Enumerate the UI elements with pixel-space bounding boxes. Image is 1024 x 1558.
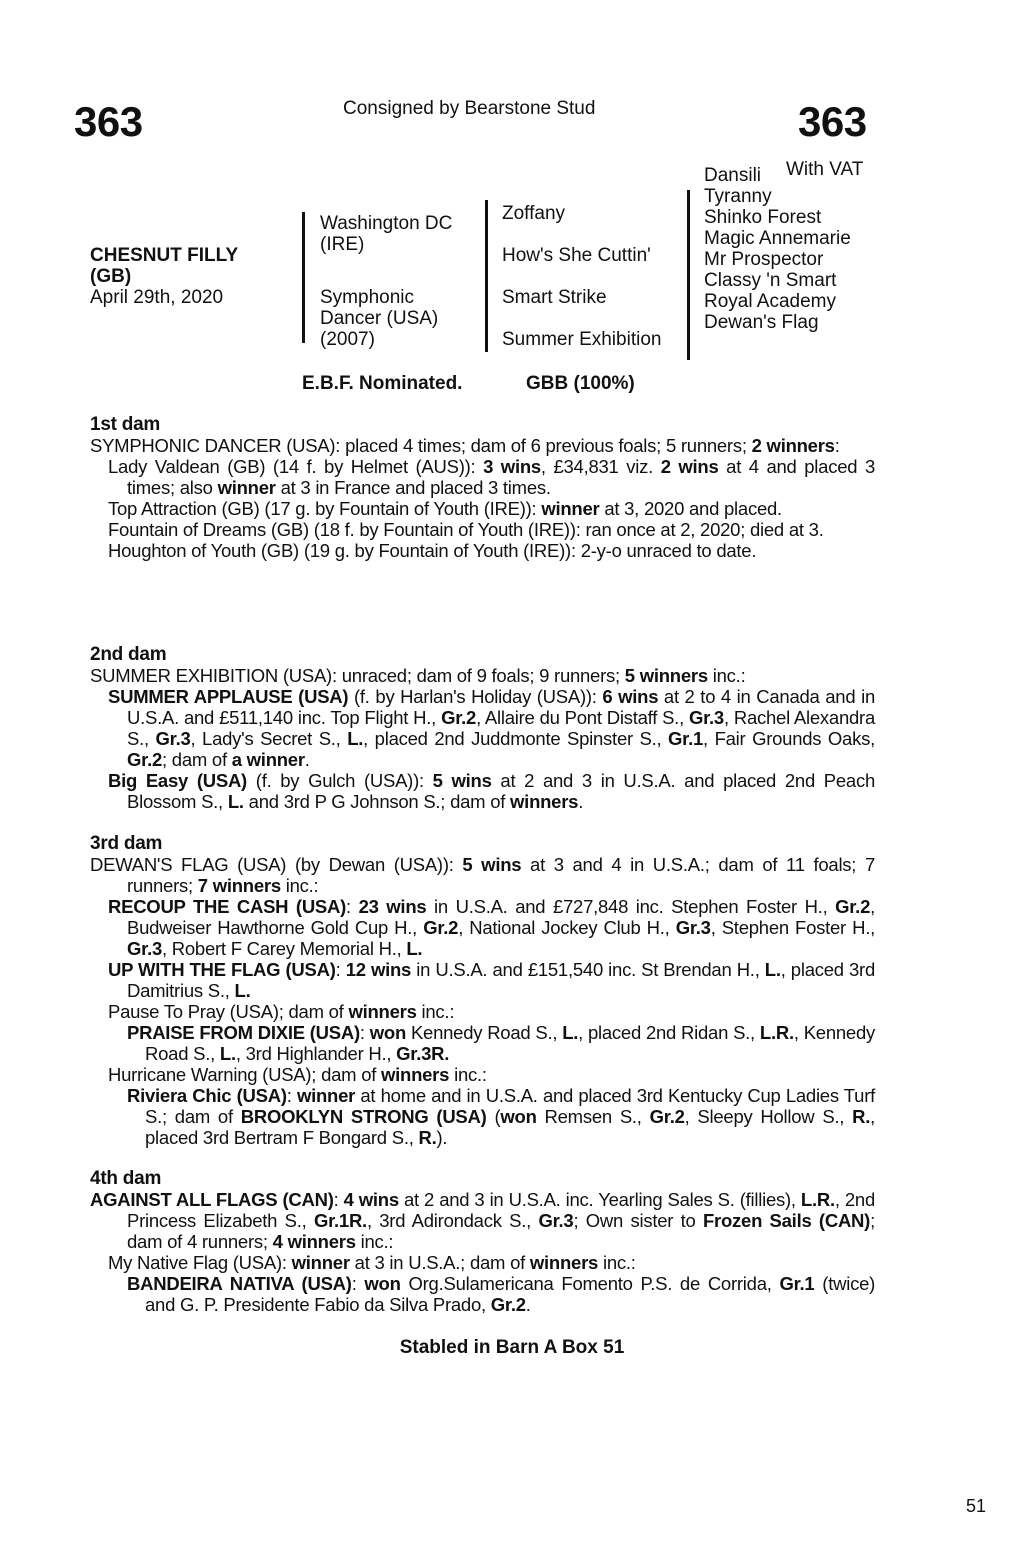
bold-text: winner xyxy=(217,477,276,498)
bold-text: won xyxy=(500,1106,537,1127)
consignor: Consigned by Bearstone Stud xyxy=(343,98,596,119)
text: ; Own sister to xyxy=(573,1210,703,1231)
pedigree-bracket xyxy=(485,200,488,352)
text: at 3 and 4 in U.S.A.; dam of 11 foals; 7 runners; xyxy=(127,854,875,896)
text: at home and in U.S.A. and placed 3rd Kentucky Cup Ladies Turf S.; dam of xyxy=(145,1085,875,1127)
text: , placed 2nd Juddmonte Spinster S., xyxy=(363,728,669,749)
bold-text: Gr.2 xyxy=(490,1294,526,1315)
bold-text: Gr.3 xyxy=(675,917,711,938)
text: , Lady's Secret S., xyxy=(190,728,348,749)
ebf-nominated: E.B.F. Nominated. xyxy=(302,373,463,394)
bold-text: 5 winners xyxy=(624,665,708,686)
bold-text: L. xyxy=(234,980,251,1001)
text: ). xyxy=(436,1127,448,1148)
bold-text: R. xyxy=(852,1106,871,1127)
horse-description xyxy=(90,245,238,308)
bold-text: 6 wins xyxy=(602,686,659,707)
text: inc.: xyxy=(416,1001,455,1022)
granddam: How's She Cuttin' xyxy=(502,245,651,266)
text: , Rachel Alexandra S., xyxy=(127,707,875,749)
bold-text: L. xyxy=(406,938,423,959)
text: ; dam of 4 runners; xyxy=(127,1210,875,1252)
text: , Allaire du Pont Distaff S., xyxy=(476,707,689,728)
bold-text: L. xyxy=(347,728,364,749)
text: inc.: xyxy=(280,875,319,896)
bold-text: Gr.2 xyxy=(423,917,459,938)
dam-name-cont: Dancer (USA) xyxy=(320,308,439,329)
ancestor: Magic Annemarie xyxy=(704,228,851,249)
text: . xyxy=(578,791,584,812)
bold-text: Gr.1 xyxy=(668,728,704,749)
text: at 2 and 3 in U.S.A. inc. Yearling Sales S. (fillies), xyxy=(398,1189,801,1210)
bold-text: L. xyxy=(227,791,244,812)
section-1st-dam xyxy=(90,414,875,561)
bold-text: BANDEIRA NATIVA (USA) xyxy=(127,1273,352,1294)
bold-text: SUMMER APPLAUSE (USA) xyxy=(108,686,349,707)
produce-entry xyxy=(90,896,875,959)
text: ; dam of xyxy=(162,749,232,770)
produce-entry xyxy=(90,959,875,1001)
section-heading: 1st dam xyxy=(90,414,161,435)
horse-country: (GB) xyxy=(90,266,132,287)
text: Pause To Pray (USA); dam of xyxy=(108,1001,349,1022)
bold-text: RECOUP THE CASH (USA) xyxy=(108,896,347,917)
text: , placed 3rd Damitrius S., xyxy=(127,959,876,1001)
text: SUMMER EXHIBITION (USA): unraced; dam of 9 foals; 9 runners; xyxy=(90,665,625,686)
text: Lady Valdean (GB) (14 f. by Helmet (AUS)): xyxy=(108,456,484,477)
bold-text: won xyxy=(369,1022,406,1043)
section-heading: 3rd dam xyxy=(90,833,163,854)
text: , £34,831 viz. xyxy=(540,456,661,477)
text: : xyxy=(335,959,346,980)
text: and 3rd P G Johnson S.; dam of xyxy=(243,791,511,812)
text: in U.S.A. and £151,540 inc. St Brendan H., xyxy=(411,959,765,980)
bold-text: Gr.2 xyxy=(835,896,871,917)
dam-year: (2007) xyxy=(320,329,375,350)
text: , Kennedy Road S., xyxy=(145,1022,875,1064)
text: : xyxy=(346,896,359,917)
text: , Stephen Foster H., xyxy=(710,917,875,938)
bold-text: a winner xyxy=(231,749,305,770)
granddam: Summer Exhibition xyxy=(502,329,662,350)
produce-entry xyxy=(90,519,875,540)
text: inc.: xyxy=(707,665,746,686)
text: DEWAN'S FLAG (USA) (by Dewan (USA)): xyxy=(90,854,463,875)
bold-text: 7 winners xyxy=(197,875,281,896)
bold-text: R. xyxy=(418,1127,437,1148)
bold-text: L.R. xyxy=(759,1022,794,1043)
produce-entry xyxy=(90,1189,875,1252)
bold-text: UP WITH THE FLAG (USA) xyxy=(108,959,336,980)
text: : xyxy=(359,1022,370,1043)
ancestor: Royal Academy xyxy=(704,291,837,312)
text: : xyxy=(834,435,840,456)
bold-text: 2 winners xyxy=(751,435,835,456)
ancestor: Shinko Forest xyxy=(704,207,822,228)
text: SYMPHONIC DANCER (USA): placed 4 times; dam of 6 previous foals; 5 runners; xyxy=(90,435,752,456)
bold-text: Gr.2 xyxy=(441,707,477,728)
produce-entry xyxy=(90,665,875,686)
page-number: 51 xyxy=(966,1496,987,1516)
produce-entry xyxy=(90,1252,875,1273)
text: , Budweiser Hawthorne Gold Cup H., xyxy=(127,896,875,938)
bold-text: 4 winners xyxy=(272,1231,356,1252)
bold-text: 12 wins xyxy=(345,959,412,980)
bold-text: 23 wins xyxy=(358,896,427,917)
text: (f. by Gulch (USA)): xyxy=(246,770,433,791)
produce-entry xyxy=(90,1085,875,1148)
produce-entry xyxy=(90,1022,875,1064)
bold-text: Gr.3 xyxy=(688,707,724,728)
ancestor: Tyranny xyxy=(704,186,772,207)
section-2nd-dam xyxy=(90,644,875,812)
text: at 4 and placed 3 times; also xyxy=(127,456,875,498)
text: , placed 3rd Bertram F Bongard S., xyxy=(145,1106,875,1148)
text: , Fair Grounds Oaks, xyxy=(703,728,875,749)
text: at 3, 2020 and placed. xyxy=(599,498,782,519)
bold-text: Big Easy (USA) xyxy=(108,770,247,791)
text: Remsen S., xyxy=(536,1106,650,1127)
gbb-status: GBB (100%) xyxy=(526,373,635,394)
foaling-date: April 29th, 2020 xyxy=(90,287,224,308)
bold-text: 5 wins xyxy=(432,770,492,791)
bold-text: L.R. xyxy=(800,1189,835,1210)
text: , 3rd Highlander H., xyxy=(235,1043,397,1064)
bold-text: PRAISE FROM DIXIE (USA) xyxy=(127,1022,360,1043)
vat-note: With VAT xyxy=(786,159,864,180)
section-heading: 2nd dam xyxy=(90,644,167,665)
section-4th-dam xyxy=(90,1168,875,1315)
bold-text: 3 wins xyxy=(483,456,541,477)
text: (twice) and G. P. Presidente Fabio da Silva Prado, xyxy=(145,1273,876,1315)
lot-number-right: 363 xyxy=(798,98,867,145)
pedigree-bracket xyxy=(687,190,690,360)
text: Houghton of Youth (GB) (19 g. by Fountain of Youth (IRE)): 2-y-o unraced to date. xyxy=(108,540,757,561)
section-3rd-dam xyxy=(90,833,875,1148)
bold-text: Gr.3 xyxy=(538,1210,574,1231)
produce-entry xyxy=(90,686,875,770)
text: , placed 2nd Ridan S., xyxy=(578,1022,760,1043)
bold-text: winners xyxy=(529,1252,599,1273)
text: : xyxy=(351,1273,365,1294)
text: , 3rd Adirondack S., xyxy=(366,1210,539,1231)
produce-entry xyxy=(90,854,875,896)
text: at 3 in France and placed 3 times. xyxy=(275,477,551,498)
text: Top Attraction (GB) (17 g. by Fountain of Youth (IRE)): xyxy=(108,498,542,519)
bold-text: Gr.3R. xyxy=(396,1043,450,1064)
lot-number-left: 363 xyxy=(74,98,143,145)
text: , Robert F Carey Memorial H., xyxy=(162,938,407,959)
text: inc.: xyxy=(449,1064,487,1085)
sire-name: Washington DC xyxy=(320,213,453,234)
bold-text: 4 wins xyxy=(343,1189,399,1210)
text: at 2 and 3 in U.S.A. and placed 2nd Peach Blossom S., xyxy=(127,770,875,812)
bold-text: L. xyxy=(562,1022,579,1043)
bold-text: L. xyxy=(764,959,781,980)
horse-sex-colour: CHESNUT FILLY xyxy=(90,245,239,266)
dam-name: Symphonic xyxy=(320,287,414,308)
ancestor: Dansili xyxy=(704,165,762,186)
produce-entry xyxy=(90,770,875,812)
pedigree-bracket xyxy=(302,212,305,343)
text: inc.: xyxy=(598,1252,636,1273)
bold-text: winner xyxy=(291,1252,350,1273)
ancestor: Classy 'n Smart xyxy=(704,270,837,291)
bold-text: Riviera Chic (USA) xyxy=(127,1085,287,1106)
bold-text: 2 wins xyxy=(660,456,719,477)
text: at 3 in U.S.A.; dam of xyxy=(349,1252,530,1273)
stabling-info: Stabled in Barn A Box 51 xyxy=(399,1337,625,1358)
bold-text: Gr.3 xyxy=(155,728,191,749)
text: at 2 to 4 in Canada and in U.S.A. and £511,140 inc. Top Flight H., xyxy=(127,686,875,728)
bold-text: winners xyxy=(348,1001,417,1022)
bold-text: won xyxy=(364,1273,401,1294)
pedigree-dam xyxy=(320,287,438,350)
produce-entry xyxy=(90,1273,875,1315)
bold-text: Gr.1R. xyxy=(313,1210,367,1231)
text: ( xyxy=(486,1106,501,1127)
text: : xyxy=(333,1189,344,1210)
bold-text: L. xyxy=(219,1043,236,1064)
produce-entry xyxy=(90,456,875,498)
produce-entry xyxy=(90,1064,875,1085)
text: : xyxy=(286,1085,297,1106)
bold-text: winners xyxy=(510,791,579,812)
grandsire: Smart Strike xyxy=(502,287,607,308)
bold-text: 5 wins xyxy=(462,854,522,875)
text: (f. by Harlan's Holiday (USA)): xyxy=(348,686,603,707)
bold-text: winners xyxy=(381,1064,450,1085)
sire-country: (IRE) xyxy=(320,234,365,255)
grandsire: Zoffany xyxy=(502,203,566,224)
text: Hurricane Warning (USA); dam of xyxy=(108,1064,382,1085)
great-grandparents xyxy=(704,165,851,333)
bold-text: BROOKLYN STRONG (USA) xyxy=(240,1106,487,1127)
text: Org.Sulamericana Fomento P.S. de Corrida, xyxy=(400,1273,780,1294)
text: , Sleepy Hollow S., xyxy=(684,1106,853,1127)
bold-text: winner xyxy=(541,498,600,519)
bold-text: winner xyxy=(296,1085,356,1106)
bold-text: AGAINST ALL FLAGS (CAN) xyxy=(90,1189,334,1210)
text: . xyxy=(525,1294,531,1315)
bold-text: Gr.1 xyxy=(779,1273,815,1294)
text: My Native Flag (USA): xyxy=(108,1252,292,1273)
produce-entry xyxy=(90,435,875,456)
bold-text: Gr.2 xyxy=(127,749,162,770)
bold-text: Gr.3 xyxy=(127,938,162,959)
ancestor: Dewan's Flag xyxy=(704,312,819,333)
text: inc.: xyxy=(355,1231,394,1252)
text: in U.S.A. and £727,848 inc. Stephen Foster H., xyxy=(426,896,836,917)
ancestor: Mr Prospector xyxy=(704,249,824,270)
produce-entry xyxy=(90,540,875,561)
text: Kennedy Road S., xyxy=(406,1022,563,1043)
section-heading: 4th dam xyxy=(90,1168,162,1189)
produce-entry xyxy=(90,498,875,519)
produce-entry xyxy=(90,1001,875,1022)
text: Fountain of Dreams (GB) (18 f. by Fountain of Youth (IRE)): ran once at 2, 2020; died at 3. xyxy=(108,519,824,540)
bold-text: Frozen Sails (CAN) xyxy=(702,1210,871,1231)
text: . xyxy=(304,749,310,770)
bold-text: Gr.2 xyxy=(649,1106,685,1127)
pedigree-sire xyxy=(320,213,452,255)
text: , National Jockey Club H., xyxy=(458,917,676,938)
text: , 2nd Princess Elizabeth S., xyxy=(127,1189,875,1231)
